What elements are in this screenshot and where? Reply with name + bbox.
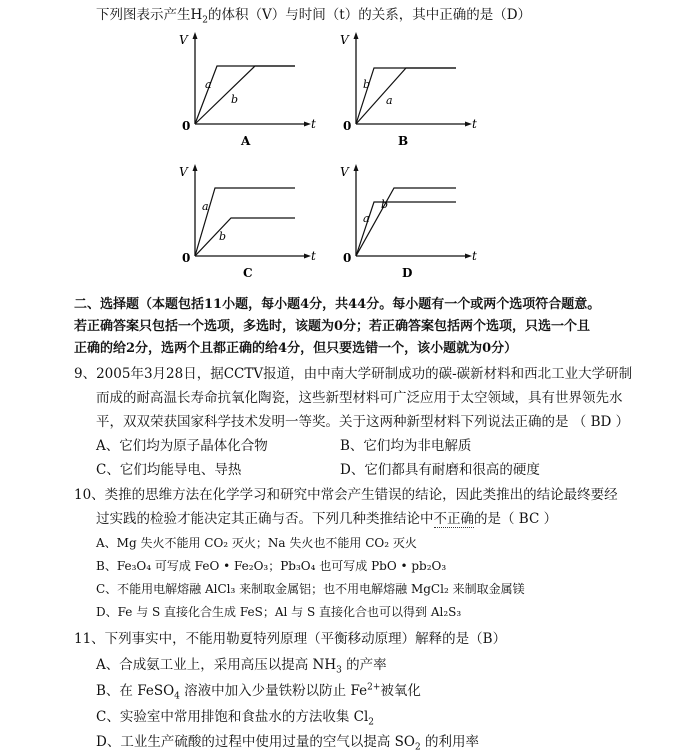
origin-label: 0: [343, 251, 352, 265]
q8-stem: 下列图表示产生$H_2$的体积（V）与时间（t）的关系，其中正确的是（D）: [96, 7, 532, 26]
q10-line2: 过实践的检验才能决定其正确与否。下列几种类推结论中不正确的是（ BC ）: [96, 511, 558, 527]
q10-option-b: B、Fe₃O₄ 可写成 FeO • Fe₂O₃；Pb₃O₄ 也可写成 PbO • pb₂O₃: [96, 559, 447, 573]
q11-stem: 11、下列事实中，不能用勒夏特列原理（平衡移动原理）解释的是（B）: [74, 631, 507, 647]
curve-a-label: a: [202, 200, 209, 213]
q11-option-c: C、实验室中常用排饱和食盐水的方法收集 $Cl_2$: [96, 709, 375, 728]
q11-option-b: B、在 FeSO$_4$ 溶液中加入少量铁粉以防止 $Fe^{2+}$被氧化: [96, 682, 421, 702]
q11-option-d: D、工业生产硫酸的过程中使用过量的空气以提高 $SO_2$ 的利用率: [96, 734, 479, 753]
graph-caption: C: [243, 266, 253, 280]
origin-label: 0: [182, 119, 191, 133]
v-axis-label: V: [179, 165, 188, 179]
curve-b-label: b: [381, 198, 389, 211]
section2-line2: 若正确答案只包括一个选项，多选时，该题为0分；若正确答案包括两个选项，只选一个且: [74, 319, 591, 334]
section2-line1: 二、选择题（本题包括11小题，每小题4分，共44分。每小题有一个或两个选项符合题意。: [74, 297, 601, 312]
graph-caption: B: [398, 134, 409, 148]
curve-b-label: b: [231, 93, 239, 106]
t-axis-label: t: [472, 249, 477, 263]
origin-label: 0: [343, 119, 352, 133]
graph-b: [336, 28, 486, 154]
curve-b-label: b: [363, 78, 371, 91]
q9-option-d: D、它们都具有耐磨和很高的硬度: [340, 462, 540, 478]
t-axis-label: t: [311, 117, 316, 131]
origin-label: 0: [182, 251, 191, 265]
curve-a-label: a: [386, 94, 393, 107]
q10-option-a: A、Mg 失火不能用 CO₂ 灭火；Na 失火也不能用 CO₂ 灭火: [96, 536, 417, 550]
graph-caption: A: [241, 134, 251, 148]
v-axis-label: V: [340, 165, 349, 179]
curve-b-label: b: [219, 230, 227, 243]
graph-c: [175, 160, 325, 286]
q10-option-c: C、不能用电解熔融 AlCl₃ 来制取金属铝；也不用电解熔融 MgCl₂ 来制取金属镁: [96, 582, 525, 596]
q11-option-a: A、合成氨工业上，采用高压以提高 $NH_3$ 的产率: [96, 657, 387, 676]
v-axis-label: V: [179, 33, 188, 47]
q9-option-b: B、它们均为非电解质: [340, 438, 472, 454]
q9-line3: 平，双双荣获国家科学技术发明一等奖。关于这两种新型材料下列说法正确的是 （ BD ）: [96, 414, 630, 430]
q9-option-c: C、它们均能导电、导热: [96, 462, 242, 478]
graph-d: [336, 160, 486, 286]
t-axis-label: t: [472, 117, 477, 131]
graph-caption: D: [402, 266, 413, 280]
section2-line3: 正确的给2分，选两个且都正确的给4分，但只要选错一个，该小题就为0分）: [74, 341, 518, 356]
q10-line1: 10、类推的思维方法在化学学习和研究中常会产生错误的结论，因此类推出的结论最终要经: [74, 487, 618, 503]
v-axis-label: V: [340, 33, 349, 47]
curve-a-label: a: [363, 212, 370, 225]
q9-option-a: A、它们均为原子晶体化合物: [96, 438, 268, 454]
curve-a-label: a: [205, 78, 212, 91]
t-axis-label: t: [311, 249, 316, 263]
q10-option-d: D、Fe 与 S 直接化合生成 FeS；Al 与 S 直接化合也可以得到 Al₂S₃: [96, 605, 462, 619]
q9-line1: 9、2005年3月28日，据CCTV报道，由中南大学研制成功的碳-碳新材料和西北工业大学研制: [74, 366, 633, 382]
emphasis-not-correct: 不正确: [433, 511, 474, 527]
graph-a: [175, 28, 325, 154]
q9-line2: 而成的耐高温长寿命抗氧化陶瓷，这些新型材料可广泛应用于太空领域，具有世界领先水: [96, 390, 623, 406]
